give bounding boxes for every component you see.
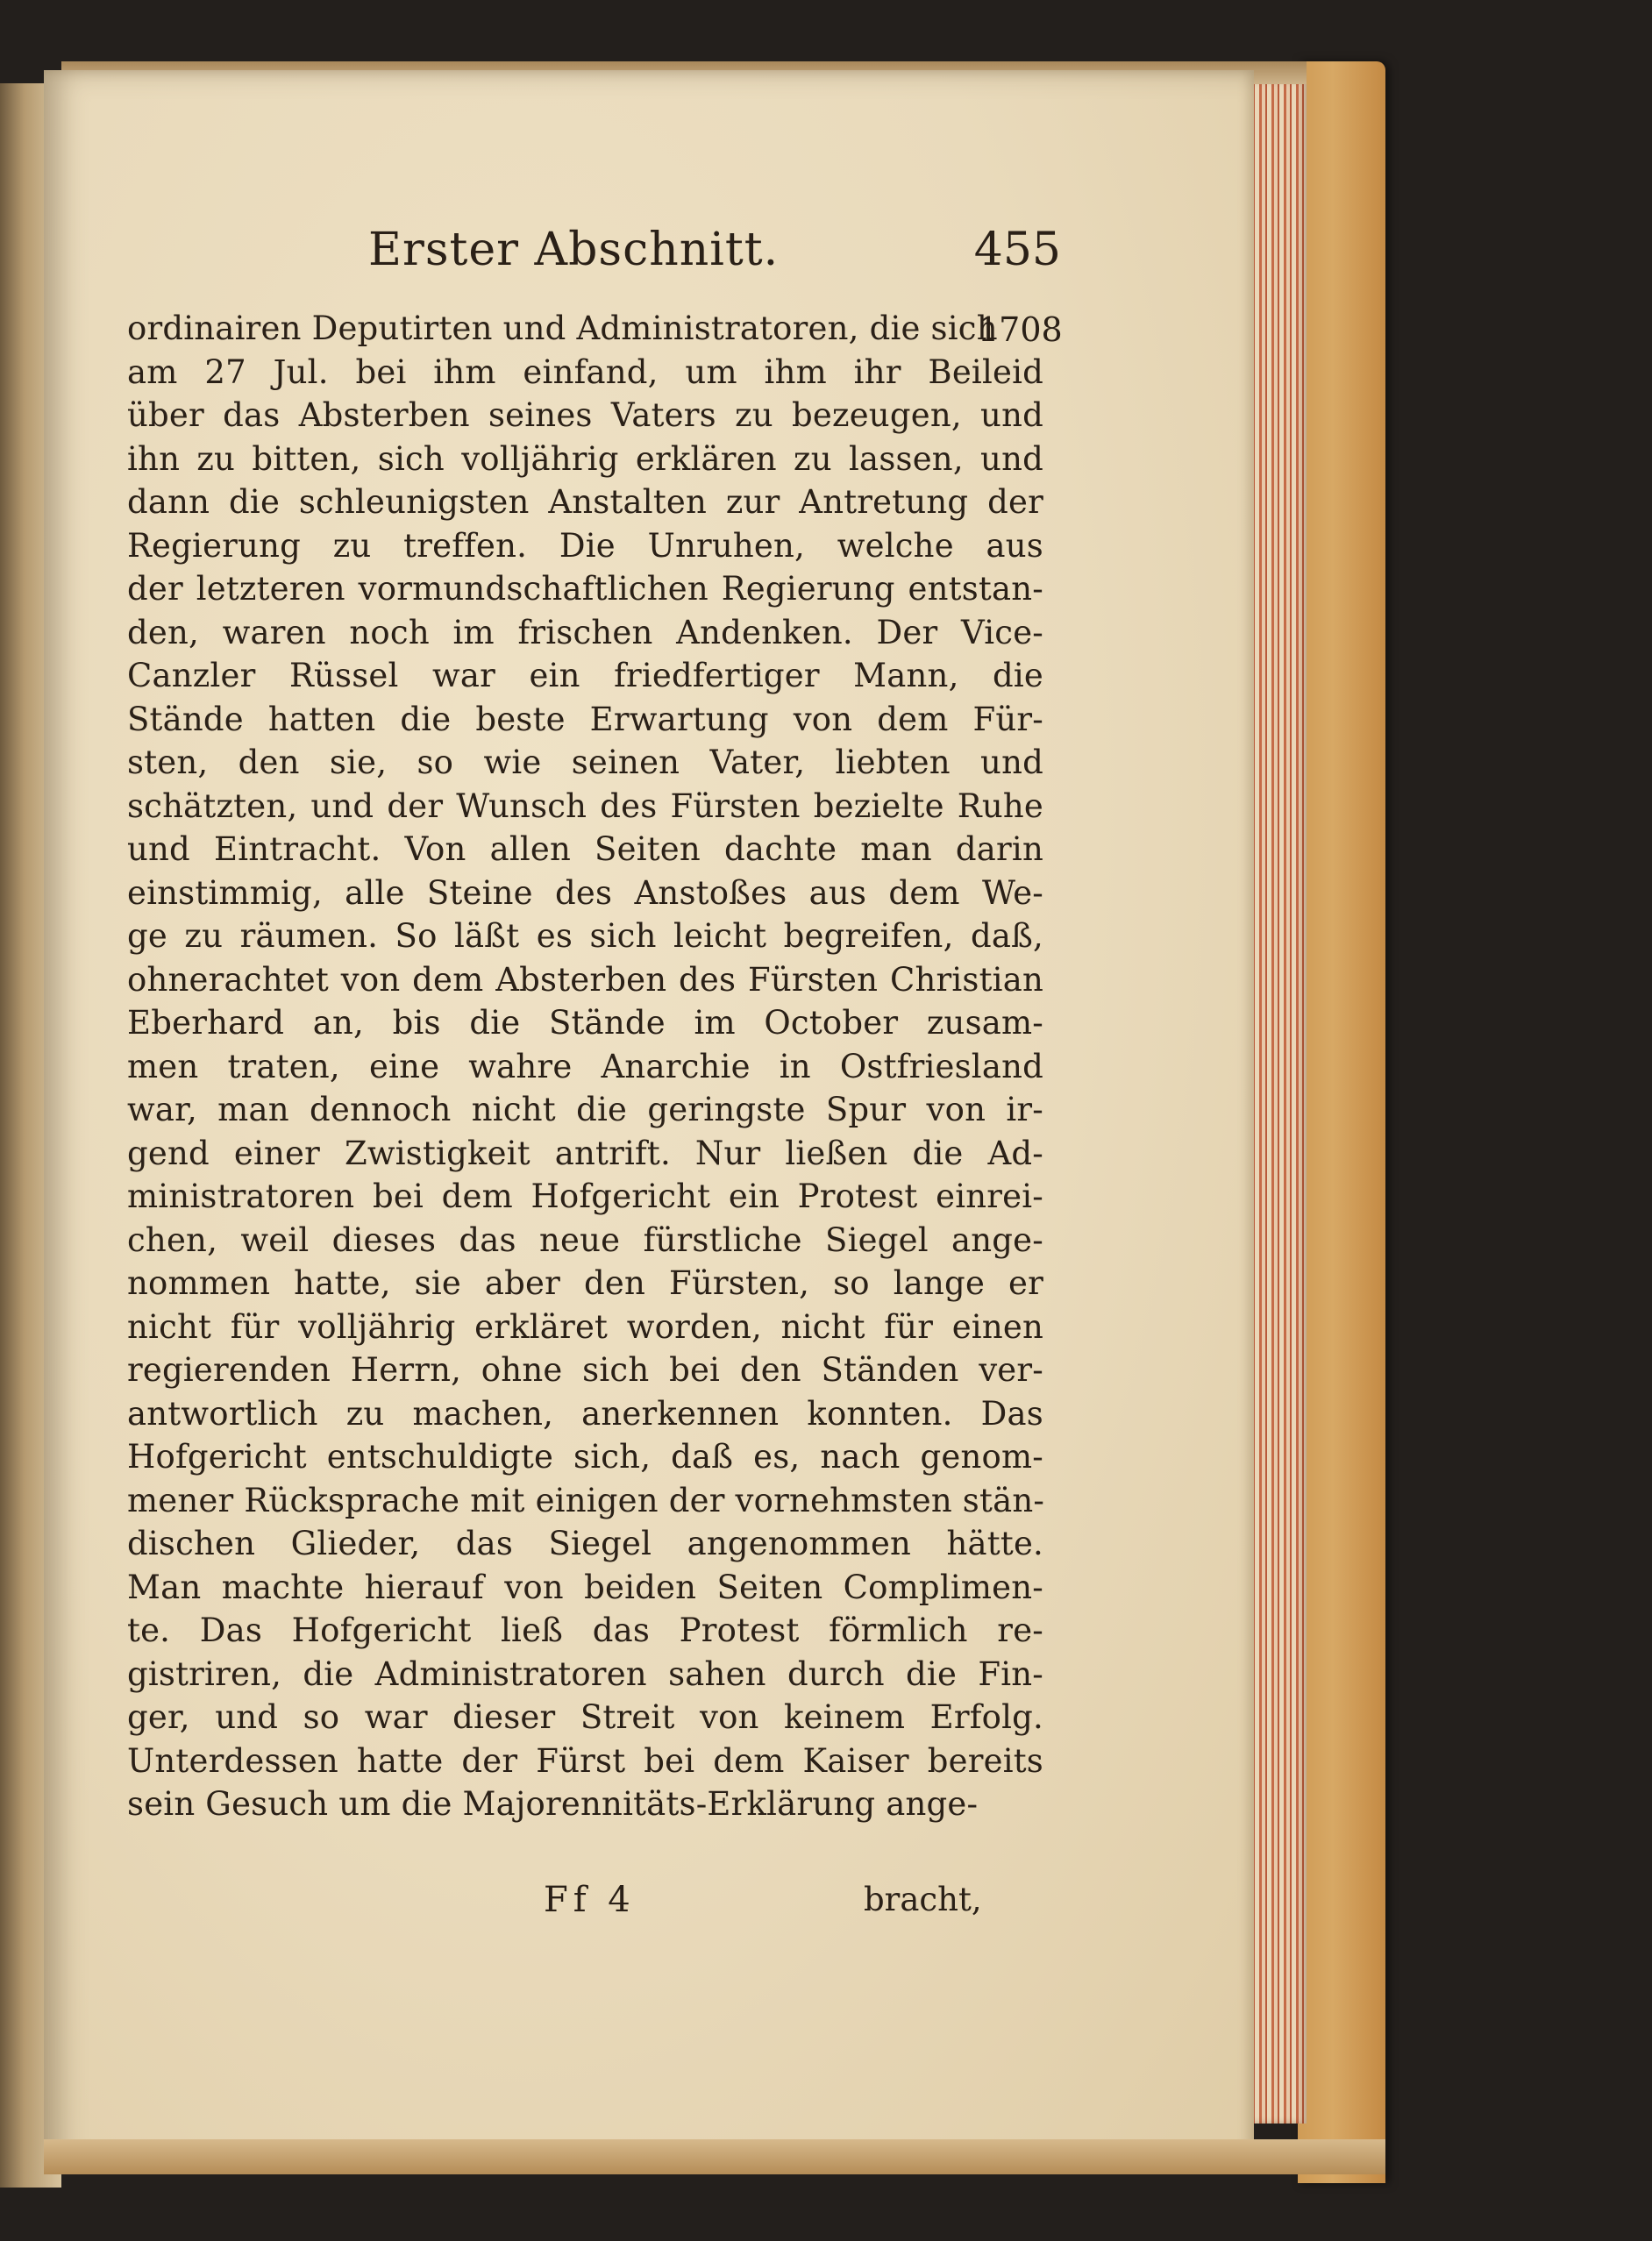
- text-line: ger, und so war dieser Streit von keinem Erfolg.: [127, 1698, 1043, 1736]
- text-line: dann die schleunigsten Anstalten zur Antretung der: [127, 483, 1043, 521]
- text-line: Regierung zu treffen. Die Unruhen, welche aus: [127, 526, 1043, 565]
- text-line: am 27 Jul. bei ihm einfand, um ihm ihr Beileid: [127, 352, 1043, 391]
- text-line: einstimmig, alle Steine des Anstoßes aus dem We-: [127, 873, 1043, 912]
- text-line: men traten, eine wahre Anarchie in Ostfriesland: [127, 1047, 1043, 1085]
- text-line: ge zu räumen. So läßt es sich leicht begreifen, daß,: [127, 917, 1043, 955]
- text-line: gistriren, die Administratoren sahen durch die Fin-: [127, 1654, 1043, 1693]
- text-line: Hofgericht entschuldigte sich, daß es, nach genom-: [127, 1438, 1043, 1476]
- text-line: Man machte hierauf von beiden Seiten Complimen-: [127, 1568, 1043, 1606]
- text-line: nicht für volljährig erkläret worden, nicht für einen: [127, 1307, 1043, 1346]
- text-line: und Eintracht. Von allen Seiten dachte man darin: [127, 830, 1043, 868]
- text-line: gend einer Zwistigkeit antrift. Nur ließen die Ad-: [127, 1134, 1043, 1172]
- text-line: sein Gesuch um die Majorennitäts-Erklärung ange-: [127, 1785, 979, 1823]
- text-line: Stände hatten die beste Erwartung von dem Für-: [127, 700, 1043, 738]
- running-title: Erster Abschnitt.: [368, 224, 780, 276]
- page-bottom-edge: [44, 2139, 1385, 2174]
- running-header: [368, 215, 1070, 285]
- text-line: den, waren noch im frischen Andenken. Der Vice-: [127, 613, 1043, 651]
- text-line: dischen Glieder, das Siegel angenommen hätte.: [127, 1525, 1043, 1562]
- text-line: Unterdessen hatte der Fürst bei dem Kaiser bereits: [127, 1741, 1043, 1780]
- text-line: war, man dennoch nicht die geringste Spur von ir-: [127, 1091, 1043, 1128]
- signature-mark: Ff 4: [544, 1880, 636, 1920]
- text-line: sten, den sie, so wie seinen Vater, liebten und: [127, 743, 1043, 781]
- text-line: ordinairen Deputirten und Administratoren, die sich: [127, 309, 998, 347]
- text-line: regierenden Herrn, ohne sich bei den Ständen ver-: [127, 1351, 1043, 1389]
- margin-year-note: 1708: [978, 310, 1063, 349]
- text-line: über das Absterben seines Vaters zu bezeugen, und: [127, 396, 1043, 434]
- text-line: antwortlich zu machen, anerkennen konnten. Das: [127, 1394, 1043, 1433]
- text-line: Canzler Rüssel war ein friedfertiger Mann, die: [127, 657, 1043, 694]
- text-line: nommen hatte, sie aber den Fürsten, so lange er: [127, 1264, 1043, 1302]
- text-line: te. Das Hofgericht ließ das Protest förmlich re-: [127, 1611, 1043, 1649]
- body-text: [127, 307, 1043, 1826]
- text-line: ministratoren bei dem Hofgericht ein Protest einrei-: [127, 1177, 1043, 1215]
- text-line: der letzteren vormundschaftlichen Regierung entstan-: [127, 570, 1043, 608]
- text-line: mener Rücksprache mit einigen der vornehmsten stän-: [127, 1481, 1045, 1519]
- text-line: schätzten, und der Wunsch des Fürsten bezielte Ruhe: [127, 786, 1043, 825]
- text-line: ihn zu bitten, sich volljährig erklären zu lassen, und: [127, 439, 1043, 478]
- text-line: Eberhard an, bis die Stände im October zusam-: [127, 1004, 1043, 1042]
- text-line: chen, weil dieses das neue fürstliche Siegel ange-: [127, 1220, 1043, 1259]
- book-cover-edge: [1298, 61, 1385, 2183]
- page-number: 455: [973, 224, 1061, 276]
- text-line: ohnerachtet von dem Absterben des Fürsten Christian: [127, 960, 1043, 999]
- catchword: bracht,: [864, 1881, 982, 1918]
